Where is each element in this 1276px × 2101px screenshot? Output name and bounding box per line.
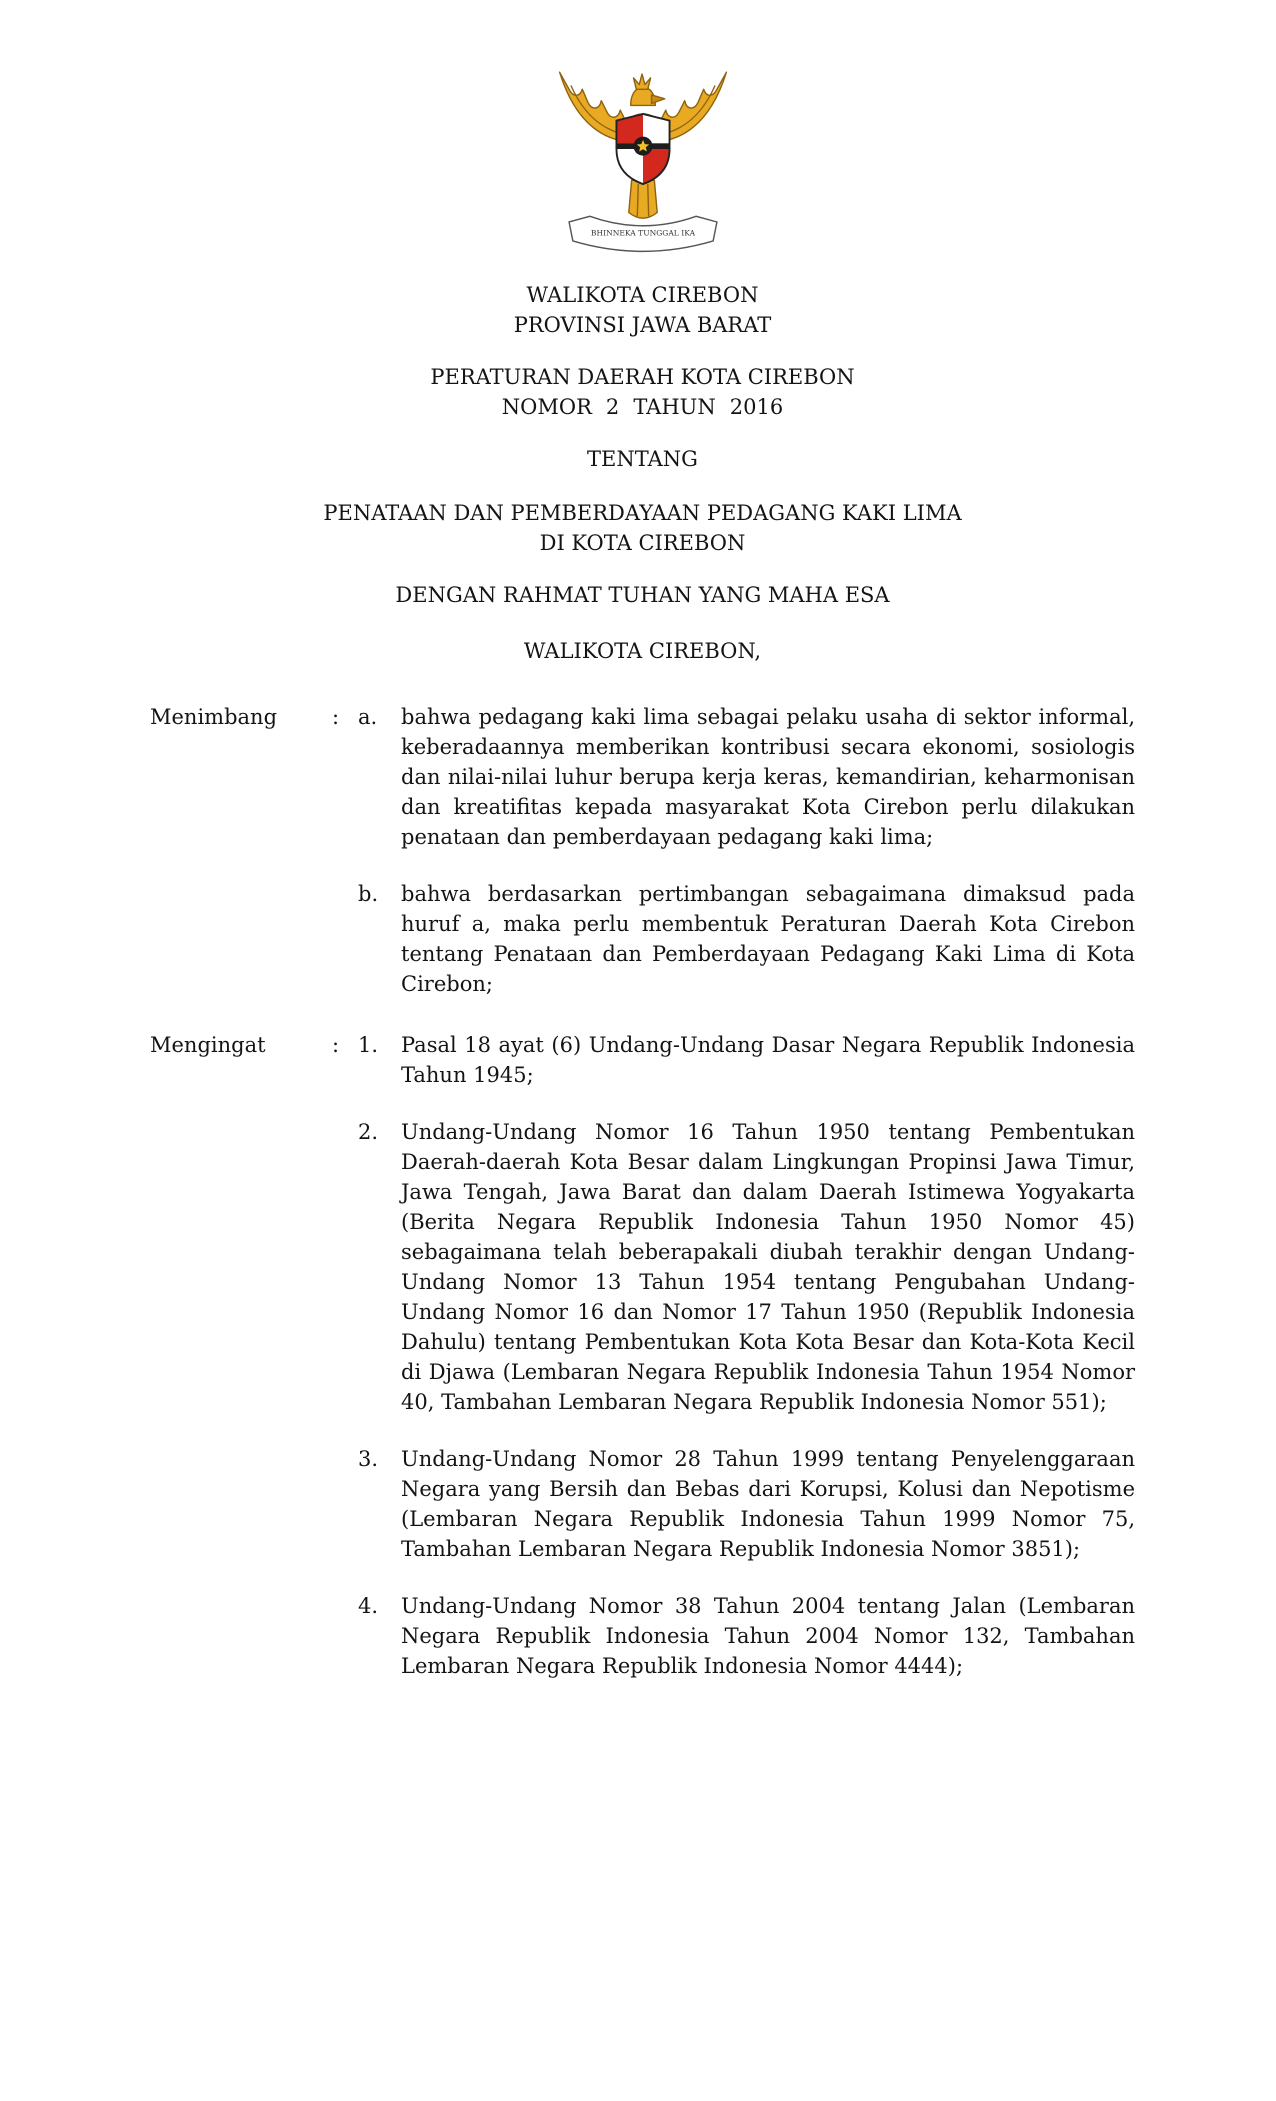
ribbon	[569, 216, 717, 251]
item-text: bahwa pedagang kaki lima sebagai pelaku usaha di sektor informal, keberadaannya memberikan kontribusi secara ekonomi, sosiologis dan nilai-nilai luhur berupa kerja keras, kemandirian, keharmonisan dan kreatifitas kepada masyarakat Kota Cirebon perlu dilakukan penataan dan pemberdayaan pedagang kaki lima;	[401, 705, 1135, 849]
mengingat-item-4	[358, 1591, 1135, 1681]
section-mengingat	[150, 1030, 1135, 1708]
menimbang-colon: :	[332, 705, 340, 729]
garuda-emblem	[150, 40, 1135, 266]
subject-line1: PENATAAN DAN PEMBERDAYAAN PEDAGANG KAKI LIMA	[323, 501, 962, 525]
section-menimbang	[150, 702, 1135, 1026]
mengingat-label: Mengingat	[150, 1033, 266, 1057]
letterhead-provinsi: PROVINSI JAWA BARAT	[513, 313, 772, 337]
item-text: Pasal 18 ayat (6) Undang-Undang Dasar Negara Republik Indonesia Tahun 1945;	[401, 1033, 1135, 1087]
letterhead-walikota: WALIKOTA CIREBON	[526, 283, 759, 307]
regulation-title-block	[150, 362, 1135, 422]
item-marker: 4.	[358, 1594, 379, 1618]
menimbang-label: Menimbang	[150, 705, 278, 729]
mengingat-item-3	[358, 1444, 1135, 1564]
item-marker: 1.	[358, 1033, 379, 1057]
item-marker: 3.	[358, 1447, 379, 1471]
item-text: Undang-Undang Nomor 28 Tahun 1999 tentang Penyelenggaraan Negara yang Bersih dan Bebas dari Korupsi, Kolusi dan Nepotisme (Lembaran Negara Republik Indonesia Tahun 1999 Nomor 75, Tambahan Lembaran Negara Republik Indonesia Nomor 3851);	[401, 1447, 1135, 1561]
tentang-label: TENTANG	[587, 447, 698, 471]
authority: WALIKOTA CIREBON,	[523, 639, 762, 663]
invocation: DENGAN RAHMAT TUHAN YANG MAHA ESA	[395, 583, 890, 607]
item-marker: b.	[358, 882, 379, 906]
item-text: bahwa berdasarkan pertimbangan sebagaimana dimaksud pada huruf a, maka perlu membentuk Peraturan Daerah Kota Cirebon tentang Penataan dan Pemberdayaan Pedagang Kaki Lima di Kota Cirebon;	[401, 882, 1135, 996]
mengingat-colon: :	[332, 1033, 340, 1057]
item-marker: a.	[358, 705, 378, 729]
item-text: Undang-Undang Nomor 16 Tahun 1950 tentang Pembentukan Daerah-daerah Kota Besar dalam Lingkungan Propinsi Jawa Timur, Jawa Tengah, Jawa Barat dan dalam Daerah Istimewa Yogyakarta (Berita Negara Republik Indonesia Tahun 1950 Nomor 45) sebagaimana telah beberapakali diubah terakhir dengan Undang-Undang Nomor 13 Tahun 1954 tentang Pengubahan Undang-Undang Nomor 16 dan Nomor 17 Tahun 1950 (Republik Indonesia Dahulu) tentang Pembentukan Kota Kota Besar dan Kota-Kota Kecil di Djawa (Lembaran Negara Republik Indonesia Tahun 1954 Nomor 40, Tambahan Lembaran Negara Republik Indonesia Nomor 551);	[401, 1120, 1135, 1414]
garuda-pancasila-icon	[548, 40, 738, 258]
letterhead	[150, 280, 1135, 340]
regulation-number: NOMOR 2 TAHUN 2016	[501, 395, 784, 419]
menimbang-item-a	[358, 702, 1135, 852]
ribbon-text: BHINNEKA TUNGGAL IKA	[590, 228, 695, 238]
mengingat-item-2	[358, 1117, 1135, 1417]
subject-line2: DI KOTA CIREBON	[539, 531, 746, 555]
item-text: Undang-Undang Nomor 38 Tahun 2004 tentang Jalan (Lembaran Negara Republik Indonesia Tahun 2004 Nomor 132, Tambahan Lembaran Negara Republik Indonesia Nomor 4444);	[401, 1594, 1135, 1678]
regulation-title: PERATURAN DAERAH KOTA CIREBON	[430, 365, 855, 389]
mengingat-item-1	[358, 1030, 1135, 1090]
subject-block	[150, 498, 1135, 558]
menimbang-item-b	[358, 879, 1135, 999]
item-marker: 2.	[358, 1120, 379, 1144]
